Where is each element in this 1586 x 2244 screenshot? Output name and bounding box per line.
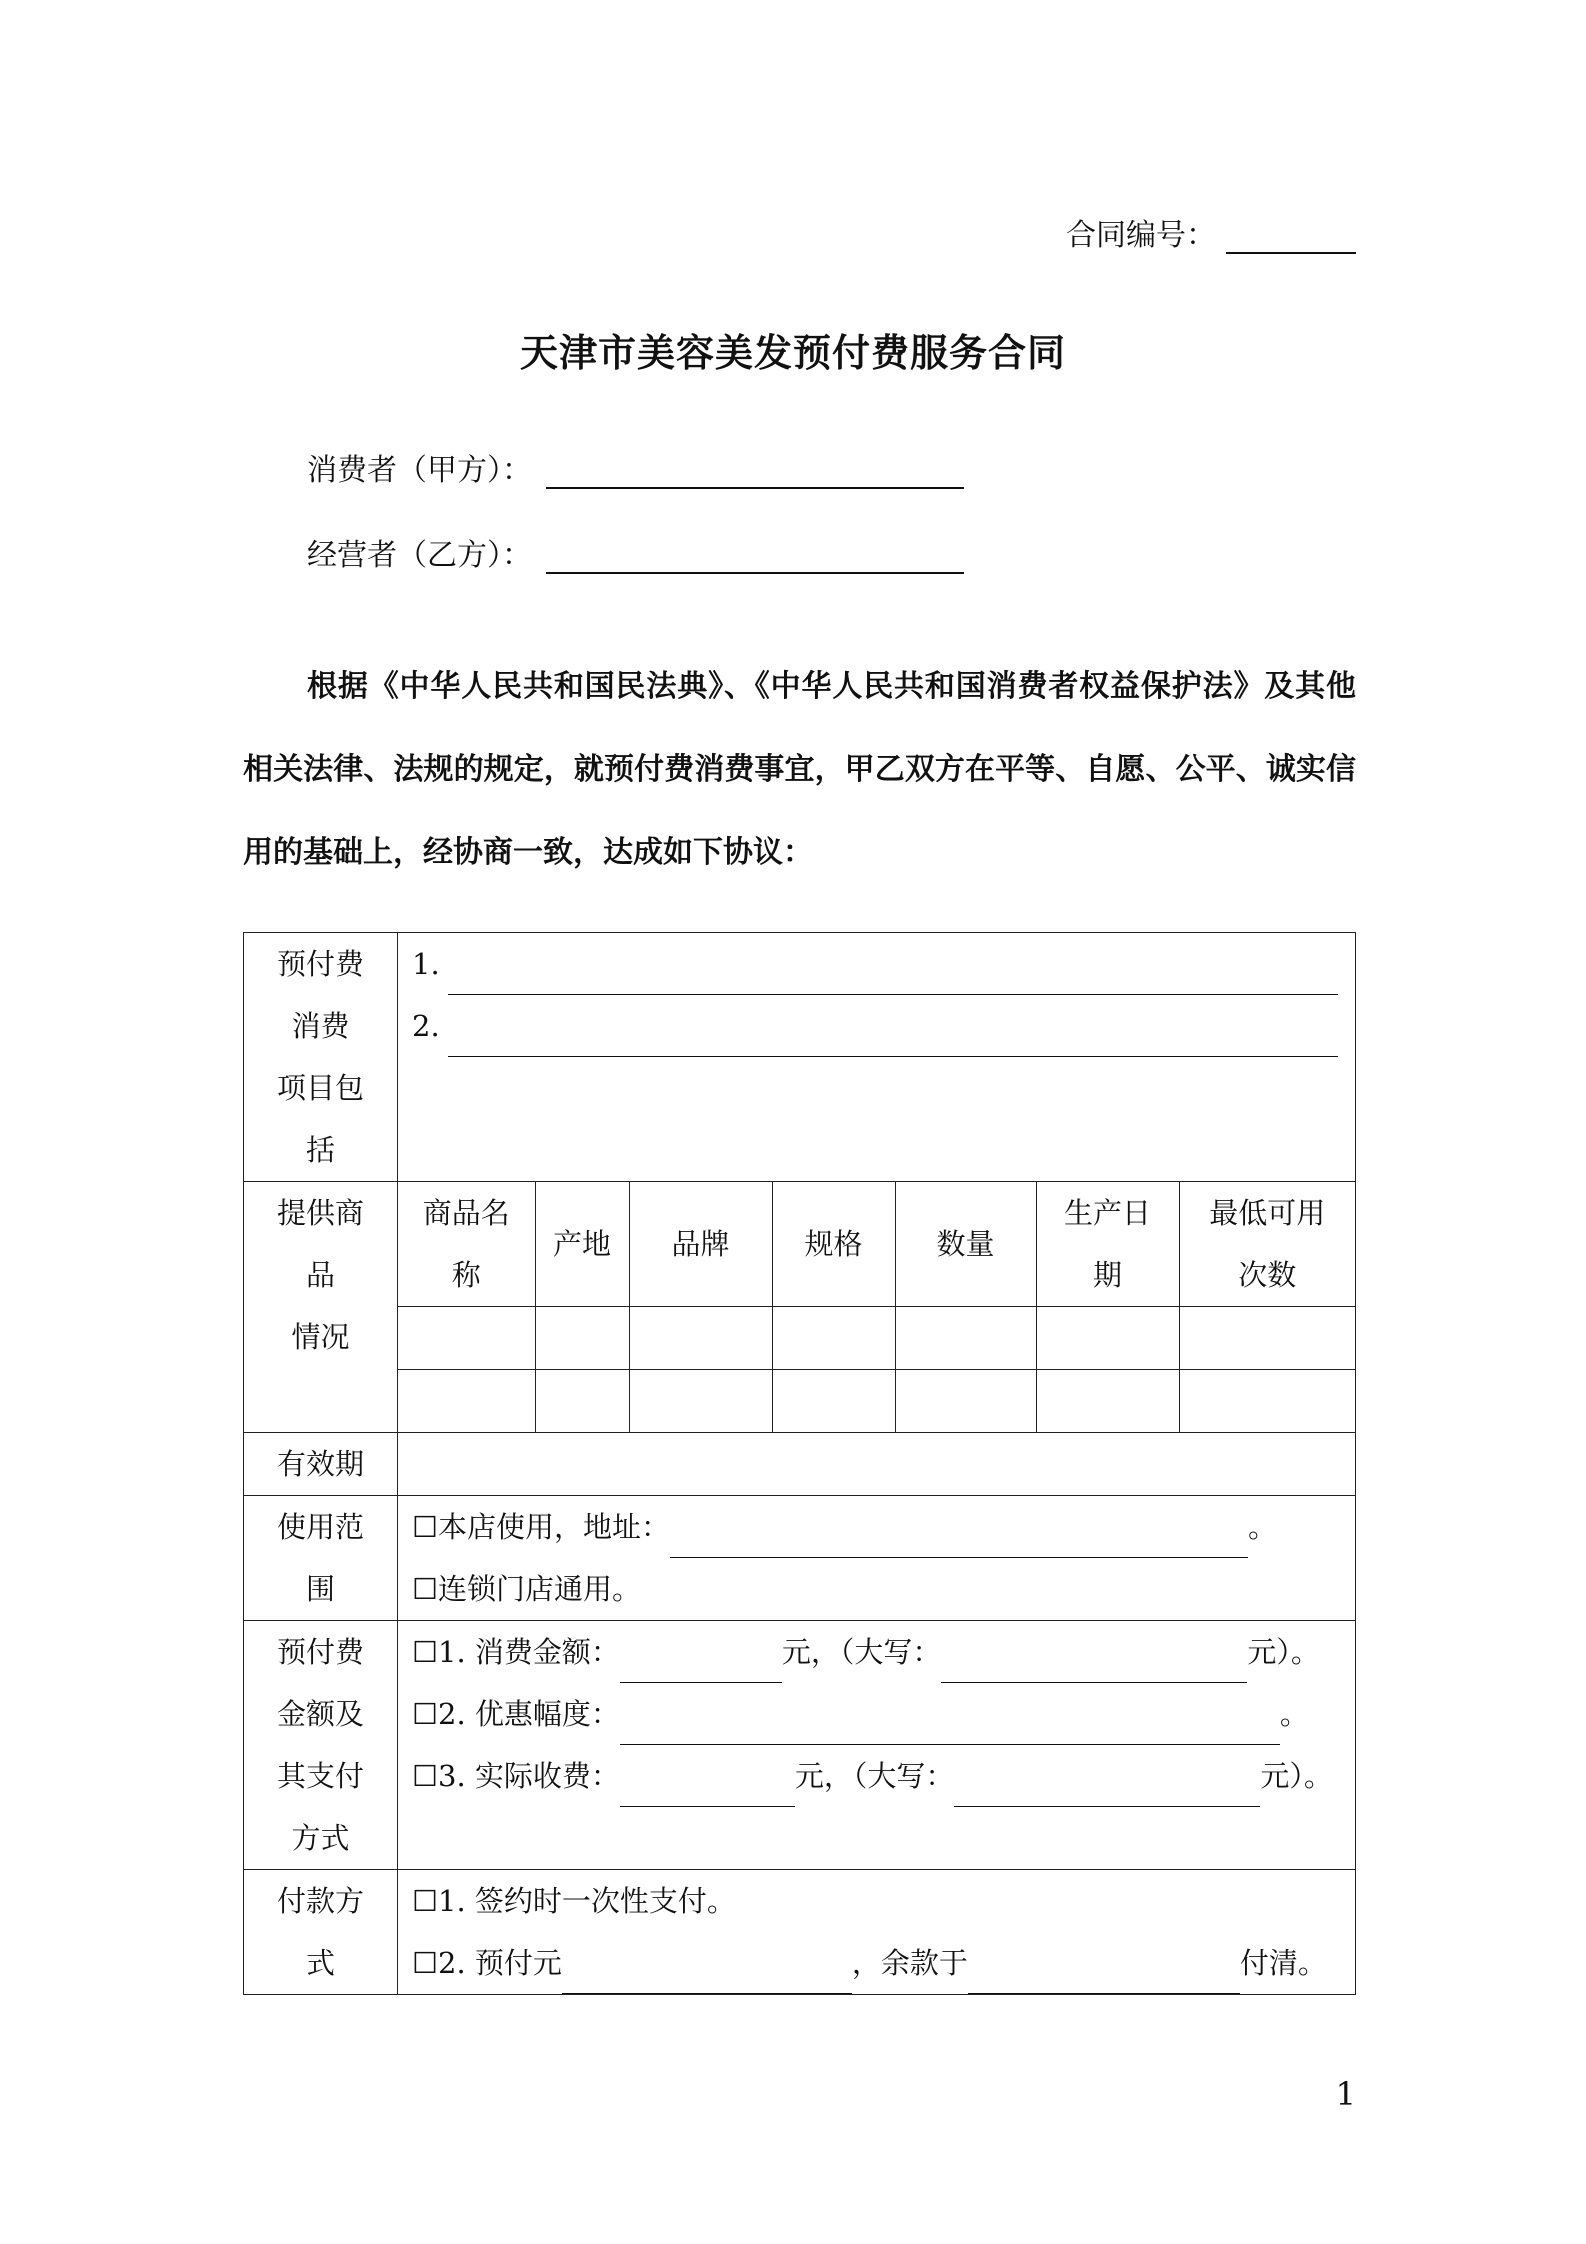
goods-col-name: 商品名 称 bbox=[398, 1182, 535, 1307]
scope-address-blank bbox=[670, 1515, 1248, 1558]
amount-actual-words-blank bbox=[954, 1764, 1260, 1807]
amount-consume-line: ☐1. 消费金额： 元，（大写： 元）。 bbox=[412, 1621, 1355, 1683]
items-row bbox=[244, 933, 1356, 1182]
amount-actual-line: ☐3. 实际收费： 元，（大写： 元）。 bbox=[412, 1745, 1355, 1807]
party-b-blank bbox=[546, 538, 964, 574]
goods-blank-row bbox=[398, 1307, 1355, 1370]
scope-content bbox=[398, 1496, 1356, 1621]
amount-content bbox=[398, 1621, 1356, 1870]
party-b-label: 经营者（乙方）： bbox=[307, 538, 532, 573]
payment-option-installment: ☐2. 预付元 ，余款于 付清。 bbox=[412, 1932, 1355, 1994]
items-line-2: 2. bbox=[412, 995, 1355, 1057]
payment-content bbox=[398, 1870, 1356, 1995]
payment-prepay-blank bbox=[562, 1951, 852, 1994]
document-title: 天津市美容美发预付费服务合同 bbox=[519, 331, 1066, 375]
items-head: 预付费 消费 项目包 括 bbox=[244, 933, 398, 1182]
items-line-2-blank bbox=[448, 1014, 1338, 1057]
validity-content bbox=[398, 1433, 1356, 1496]
scope-row bbox=[244, 1496, 1356, 1621]
amount-consume-words-blank bbox=[941, 1640, 1247, 1683]
goods-table bbox=[398, 1182, 1355, 1432]
payment-head: 付款方 式 bbox=[244, 1870, 398, 1995]
validity-head: 有效期 bbox=[244, 1433, 398, 1496]
amount-actual-blank bbox=[620, 1764, 795, 1807]
goods-head: 提供商 品 情况 bbox=[244, 1182, 398, 1433]
goods-col-brand: 品牌 bbox=[629, 1182, 772, 1307]
items-content bbox=[398, 933, 1356, 1182]
amount-discount-line: ☐2. 优惠幅度： 。 bbox=[412, 1683, 1355, 1745]
goods-col-origin: 产地 bbox=[535, 1182, 629, 1307]
goods-col-qty: 数量 bbox=[895, 1182, 1036, 1307]
page-number: 1 bbox=[1335, 2075, 1356, 2113]
contract-number bbox=[1066, 210, 1356, 254]
party-a-blank bbox=[546, 453, 964, 489]
items-line-1-blank bbox=[448, 952, 1338, 995]
goods-col-spec: 规格 bbox=[772, 1182, 895, 1307]
goods-row bbox=[244, 1182, 1356, 1433]
intro-paragraph: 根据《中华人民共和国民法典》、《中华人民共和国消费者权益保护法》及其他相关法律、法规的规定，就预付费消费事宜，甲乙双方在平等、自愿、公平、诚实信用的基础上，经协商一致，达成如下协议： bbox=[243, 669, 1356, 870]
validity-row bbox=[244, 1433, 1356, 1496]
amount-row bbox=[244, 1621, 1356, 1870]
party-b bbox=[307, 530, 964, 574]
items-line-1: 1. bbox=[412, 933, 1355, 995]
goods-blank-row bbox=[398, 1370, 1355, 1433]
scope-option-chain: ☐连锁门店通用。 bbox=[412, 1572, 641, 1606]
scope-option-store: ☐本店使用，地址： 。 bbox=[412, 1496, 1355, 1558]
contract-table bbox=[243, 932, 1356, 1995]
goods-header-row bbox=[398, 1182, 1355, 1307]
contract-number-blank bbox=[1226, 218, 1356, 254]
payment-row bbox=[244, 1870, 1356, 1995]
goods-content bbox=[398, 1182, 1356, 1433]
amount-discount-blank bbox=[620, 1702, 1280, 1745]
scope-head: 使用范 围 bbox=[244, 1496, 398, 1621]
amount-consume-blank bbox=[620, 1640, 782, 1683]
contract-number-label: 合同编号： bbox=[1066, 218, 1216, 253]
amount-head: 预付费 金额及 其支付 方式 bbox=[244, 1621, 398, 1870]
payment-balance-blank bbox=[968, 1951, 1240, 1994]
goods-col-uses: 最低可用 次数 bbox=[1179, 1182, 1355, 1307]
goods-col-date: 生产日 期 bbox=[1036, 1182, 1179, 1307]
party-a bbox=[307, 445, 964, 489]
payment-option-once: ☐1. 签约时一次性支付。 bbox=[412, 1884, 736, 1918]
party-a-label: 消费者（甲方）： bbox=[307, 453, 532, 488]
